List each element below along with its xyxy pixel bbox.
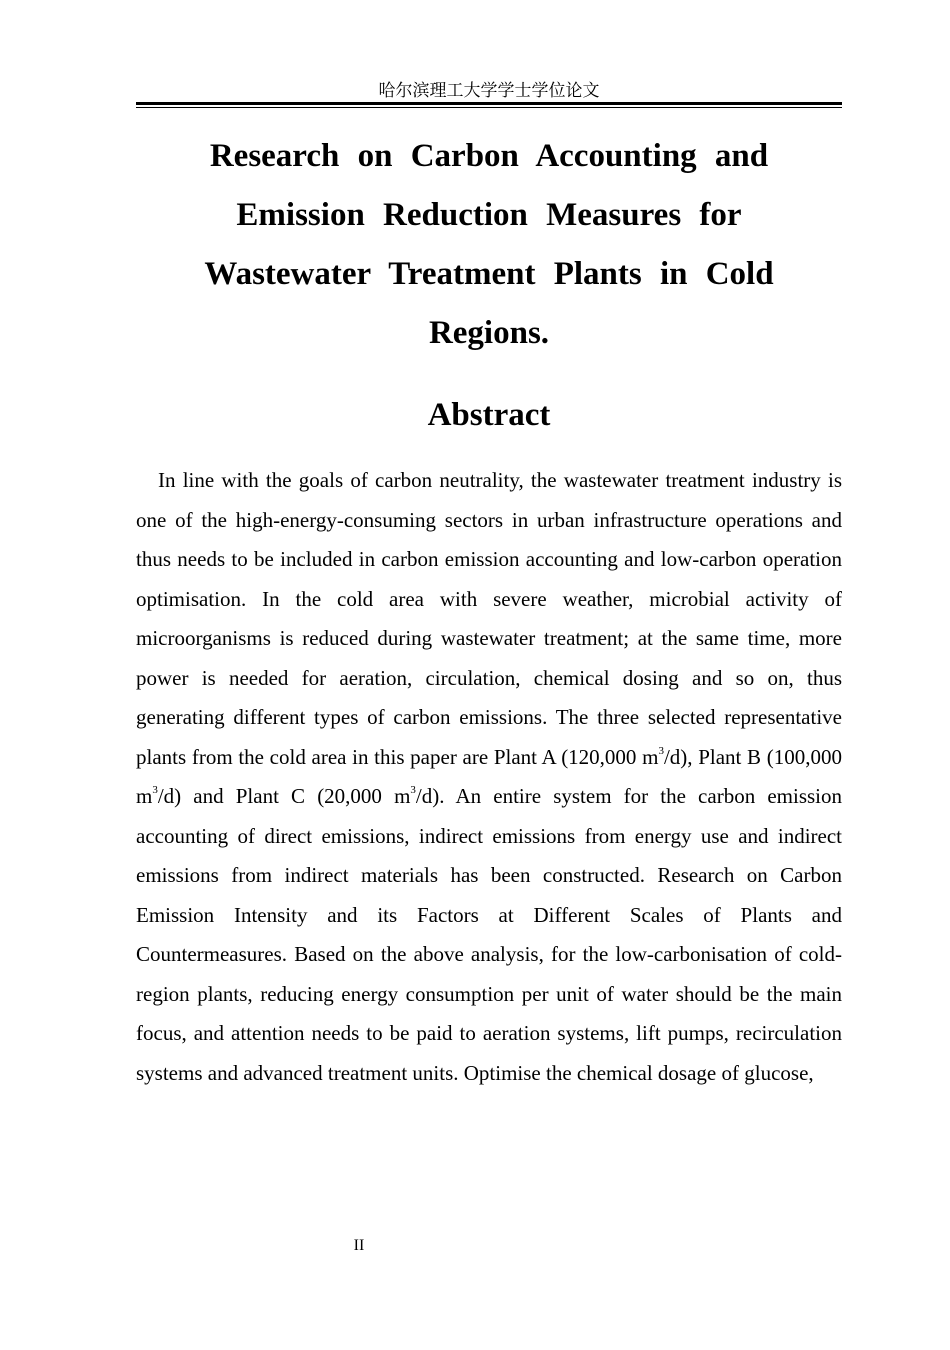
- paper-title: Research on Carbon Accounting and Emission Reduction Measures for Wastewater Treatment Plants in Cold Regions.: [204, 138, 774, 351]
- page-number: II: [353, 1237, 365, 1254]
- abstract-text-2: /d), Plant B (100,000 m: [136, 744, 842, 808]
- abstract-heading: Abstract: [427, 397, 551, 433]
- running-header: 哈尔滨理工大学学士学位论文: [378, 81, 600, 100]
- superscript-3: 3: [152, 784, 158, 796]
- abstract-text-3: /d) and Plant C (20,000 m: [157, 784, 411, 808]
- header-rule-thin: [136, 107, 842, 108]
- abstract-text-1: In line with the goals of carbon neutrality, the wastewater treatment industry is one of the high-energy-consuming sectors in urban infrastructure operations and thus needs to be included in carbon emission accounting and low-carbon operation optimisation. In the cold area with severe weather, microbial activity of microorganisms is reduced during wastewater treatment; at the same time, more power is needed for aeration, circulation, chemical dosing and so on, thus generating different types of carbon emissions. The three selected representative plants from the cold area in this paper are Plant A (120,000 m: [136, 468, 842, 769]
- abstract-text-4: /d). An entire system for the carbon emission accounting of direct emissions, indirect emissions from energy use and indirect emissions from indirect materials has been constructed. Research on Carbon Emission Intensity and its Factors at Different Scales of Plants and Countermeasures. Based on the above analysis, for the low-carbonisation of cold-region plants, reducing energy consumption per unit of water should be the main focus, and attention needs to be paid to aeration systems, lift pumps, recirculation systems and advanced treatment units. Optimise the chemical dosage of glucose,: [136, 784, 842, 1085]
- abstract-paragraph: [136, 461, 842, 1093]
- superscript-3: 3: [410, 784, 416, 796]
- header-rule-thick: [136, 102, 842, 105]
- superscript-3: 3: [658, 744, 664, 757]
